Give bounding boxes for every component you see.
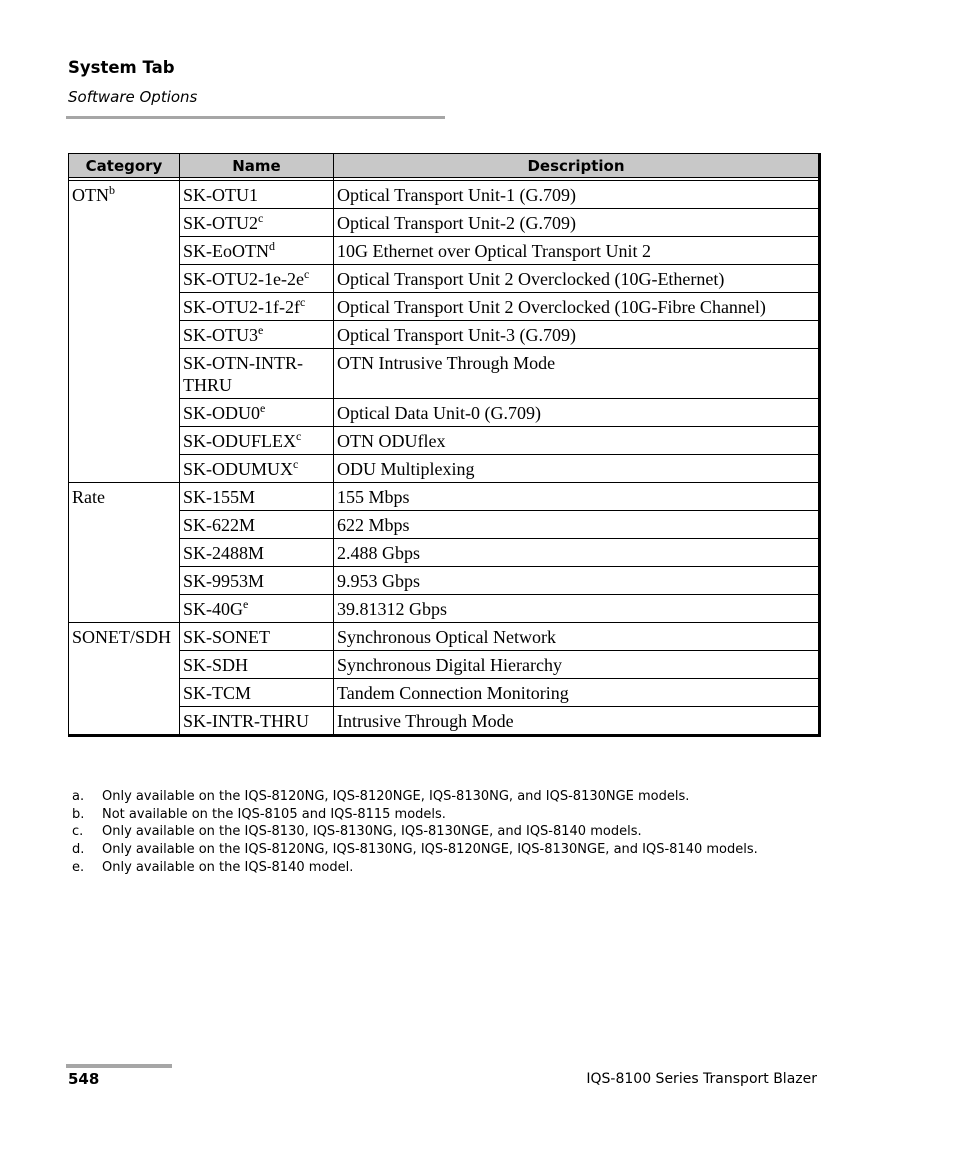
table-row (69, 651, 820, 679)
option-name-cell (180, 321, 334, 349)
footnote-marker: a. (72, 789, 85, 804)
header-divider (66, 116, 445, 119)
option-description: Tandem Connection Monitoring (334, 679, 820, 707)
section-subtitle: Software Options (68, 88, 198, 106)
table-row (69, 595, 820, 623)
category-cell (69, 181, 180, 483)
page-number: 548 (68, 1070, 100, 1088)
option-name: SK-OTU2-1f-2f (183, 297, 300, 317)
option-name-cell (180, 455, 334, 483)
option-name: SK-OTN-INTR-THRU (183, 353, 303, 395)
table-row (69, 293, 820, 321)
option-name-cell (180, 237, 334, 265)
option-name-cell (180, 679, 334, 707)
option-name-cell (180, 623, 334, 651)
table-row (69, 567, 820, 595)
footnote-marker: b. (72, 806, 85, 822)
footnote-ref: c (293, 457, 299, 471)
option-description: 155 Mbps (334, 483, 820, 511)
option-description: ODU Multiplexing (334, 455, 820, 483)
option-description: Synchronous Optical Network (334, 623, 820, 651)
option-name: SK-TCM (183, 683, 252, 703)
option-name: SK-SDH (183, 655, 249, 675)
option-name: SK-ODUMUX (183, 459, 294, 479)
footnote-item (72, 859, 758, 877)
option-description: 622 Mbps (334, 511, 820, 539)
category-label: Rate (72, 487, 105, 507)
document-title: IQS-8100 Series Transport Blazer (586, 1071, 817, 1087)
option-description: Optical Transport Unit-1 (G.709) (334, 181, 820, 209)
option-description: 10G Ethernet over Optical Transport Unit 2 (334, 237, 820, 265)
option-name: SK-2488M (183, 543, 265, 563)
option-description: Intrusive Through Mode (334, 707, 820, 736)
option-description: Synchronous Digital Hierarchy (334, 651, 820, 679)
section-title: System Tab (68, 58, 175, 77)
table-row (69, 707, 820, 736)
option-name: SK-40G (183, 599, 244, 619)
option-name-cell (180, 181, 334, 209)
option-name: SK-ODUFLEX (183, 431, 297, 451)
option-description: 2.488 Gbps (334, 539, 820, 567)
column-header-description: Description (334, 154, 820, 178)
column-header-category: Category (69, 154, 180, 178)
software-options-table (68, 153, 821, 737)
footnote-item (72, 823, 758, 841)
footnotes-list (72, 788, 758, 876)
footnote-item (72, 806, 758, 824)
table-body (69, 178, 820, 736)
table-row (69, 623, 820, 651)
option-name-cell (180, 595, 334, 623)
option-name-cell (180, 349, 334, 399)
option-name: SK-155M (183, 487, 256, 507)
option-description: Optical Transport Unit-3 (G.709) (334, 321, 820, 349)
table-row (69, 427, 820, 455)
option-description: Optical Data Unit-0 (G.709) (334, 399, 820, 427)
option-name: SK-622M (183, 515, 256, 535)
footnote-marker: c. (72, 824, 84, 840)
option-description: Optical Transport Unit 2 Overclocked (10G-Fibre Channel) (334, 293, 820, 321)
table-row (69, 511, 820, 539)
footnote-ref: c (296, 429, 302, 443)
option-name-cell (180, 539, 334, 567)
category-cell (69, 483, 180, 623)
table-row (69, 209, 820, 237)
option-name-cell (180, 265, 334, 293)
table-row (69, 455, 820, 483)
table-row (69, 181, 820, 209)
table-row (69, 265, 820, 293)
option-name-cell (180, 293, 334, 321)
table-row (69, 237, 820, 265)
option-description: 39.81312 Gbps (334, 595, 820, 623)
footnote-text: Only available on the IQS-8120NG, IQS-8120NGE, IQS-8130NG, and IQS-8130NGE models. (102, 789, 690, 804)
option-name-cell (180, 651, 334, 679)
footer-divider (66, 1064, 172, 1068)
option-description: Optical Transport Unit 2 Overclocked (10G-Ethernet) (334, 265, 820, 293)
option-description: OTN Intrusive Through Mode (334, 349, 820, 399)
footnote-text: Only available on the IQS-8130, IQS-8130NG, IQS-8130NGE, and IQS-8140 models. (102, 824, 642, 840)
option-name-cell (180, 427, 334, 455)
option-name-cell (180, 511, 334, 539)
table-row (69, 399, 820, 427)
option-description: Optical Transport Unit-2 (G.709) (334, 209, 820, 237)
category-label: SONET/SDH (72, 627, 172, 647)
option-name: SK-OTU1 (183, 185, 258, 205)
table-header-row (69, 154, 820, 178)
column-header-name: Name (180, 154, 334, 178)
footnote-ref: e (258, 323, 264, 337)
option-description: OTN ODUflex (334, 427, 820, 455)
footnote-ref: e (243, 597, 249, 611)
option-name: SK-9953M (183, 571, 265, 591)
option-description: 9.953 Gbps (334, 567, 820, 595)
footnote-ref: c (299, 295, 306, 309)
option-name: SK-ODU0 (183, 403, 261, 423)
footnote-ref: b (109, 183, 115, 197)
footnote-text: Only available on the IQS-8140 model. (102, 859, 354, 875)
table-row (69, 679, 820, 707)
table-row (69, 483, 820, 511)
category-cell (69, 623, 180, 736)
footnote-item (72, 841, 758, 859)
footnote-text: Only available on the IQS-8120NG, IQS-8130NG, IQS-8120NGE, IQS-8130NGE, and IQS-8140 models. (102, 842, 758, 858)
footnote-item (72, 788, 758, 806)
option-name-cell (180, 567, 334, 595)
table-row (69, 349, 820, 399)
footnote-ref: c (258, 211, 264, 225)
option-name: SK-EoOTN (183, 241, 269, 261)
table-row (69, 321, 820, 349)
footnote-ref: e (260, 401, 266, 415)
footnote-ref: d (269, 239, 275, 253)
option-name-cell (180, 209, 334, 237)
footnote-text: Not available on the IQS-8105 and IQS-8115 models. (102, 806, 446, 822)
category-label: OTN (72, 185, 109, 205)
footnote-marker: d. (72, 842, 85, 858)
option-name: SK-OTU3 (183, 325, 258, 345)
option-name-cell (180, 483, 334, 511)
option-name: SK-INTR-THRU (183, 711, 309, 731)
footnote-ref: c (303, 267, 310, 281)
option-name: SK-OTU2-1e-2e (183, 269, 304, 289)
option-name-cell (180, 707, 334, 736)
footnote-marker: e. (72, 859, 85, 875)
option-name: SK-OTU2 (183, 213, 258, 233)
option-name-cell (180, 399, 334, 427)
option-name: SK-SONET (183, 627, 271, 647)
table-row (69, 539, 820, 567)
